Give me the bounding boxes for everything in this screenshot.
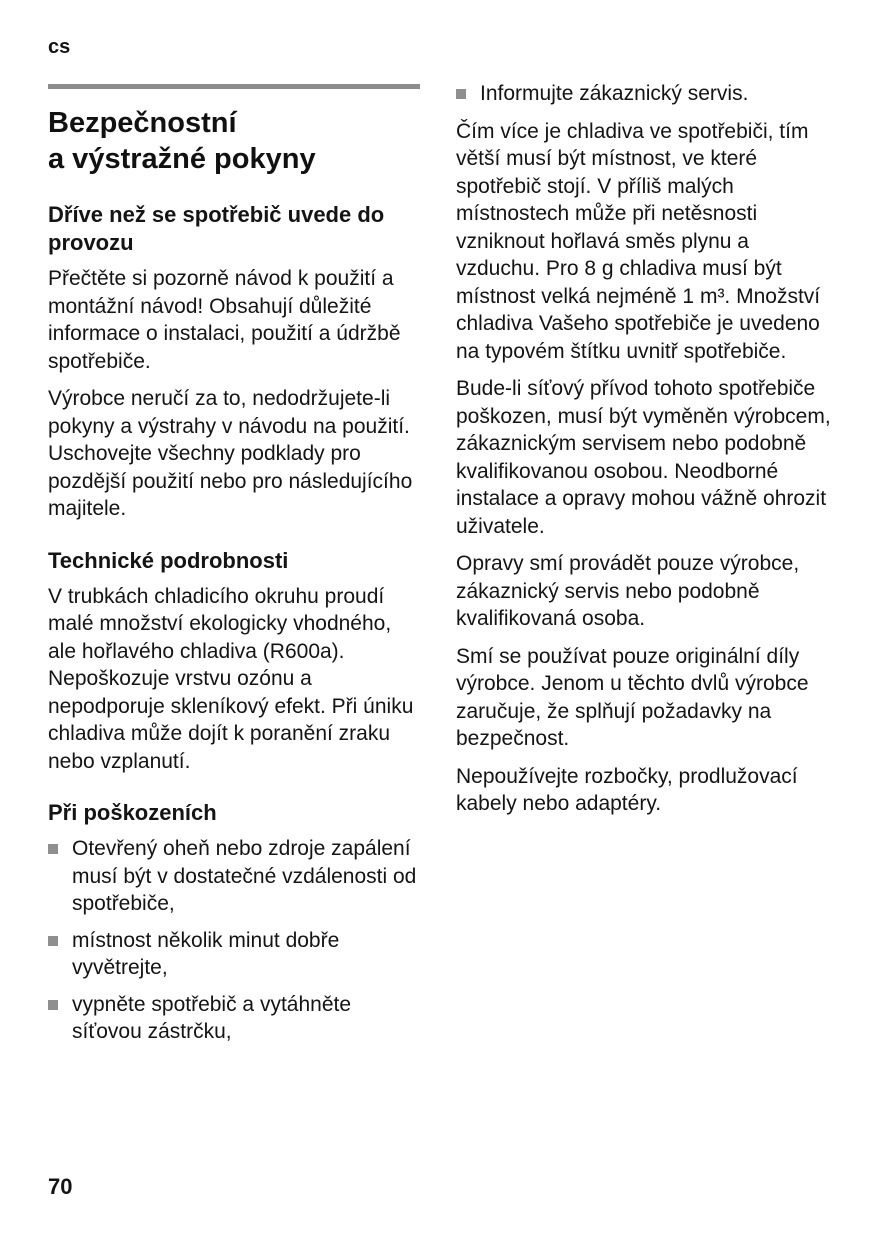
page-number: 70: [48, 1174, 73, 1199]
list-item-text: místnost několik minut dobře vyvětrejte,: [72, 928, 340, 979]
paragraph-refrigerant: V trubkách chladicího okruhu proudí malé množství ekologicky vhodného, ale hořlavého chladiva (R600a). Nepoškozuje vrstvu ozónu a nepodporuje skleníkový efekt. Při úniku chladiva může dojít k poranění zraku nebo vzplanutí.: [48, 584, 414, 773]
list-item-text: Informujte zákaznický servis.: [480, 82, 749, 105]
list-item: [456, 80, 834, 108]
square-bullet-icon: [48, 1000, 58, 1010]
page-title-line-2: a výstražné pokyny: [48, 143, 316, 175]
list-item: [48, 991, 420, 1046]
left-column: [48, 84, 420, 1056]
list-item-text: Otevřený oheň nebo zdroje zapálení musí být v dostatečné vzdálenosti od spotřebiče,: [72, 837, 417, 915]
square-bullet-icon: [48, 936, 58, 946]
paragraph-room-size: Čím více je chladiva ve spotřebiči, tím větší musí být místnost, ve které spotřebič stojí. V příliš malých místnostech může při netěsnosti vzniknout hořlavá směs plynu a vzduchu. Pro 8 g chladiva musí být místnost velká nejméně 1 m³. Množství chladiva Vašeho spotřebiče je uvedeno na typovém štítku uvnitř spotřebiče.: [456, 119, 821, 363]
title-rule: [48, 84, 420, 89]
square-bullet-icon: [48, 844, 58, 854]
heading-before-operation: Dříve než se spotřebič uvede do provozu: [48, 202, 385, 255]
paragraph-read-instructions: Přečtěte si pozorně návod k použití a montážní návod! Obsahují důležité informace o instalaci, použití a údržbě spotřebiče.: [48, 267, 401, 373]
heading-in-case-of-damage: Při poškozeních: [48, 800, 217, 825]
page-title-line-1: Bezpečnostní: [48, 107, 237, 139]
page-title: [48, 105, 420, 177]
list-item: [48, 835, 420, 918]
paragraph-repairs: Opravy smí provádět pouze výrobce, zákaznický servis nebo podobně kvalifikovaná osoba.: [456, 552, 800, 630]
square-bullet-icon: [456, 89, 466, 99]
damage-bullet-list: [48, 835, 420, 1046]
paragraph-manufacturer-liability: Výrobce neručí za to, nedodržujete-li pokyny a výstrahy v návodu na použití. Uschovejte všechny podklady pro pozdější použití nebo pro následujícího majitele.: [48, 387, 413, 520]
language-code: cs: [48, 36, 71, 58]
paragraph-no-adapters: Nepoužívejte rozbočky, prodlužovací kabely nebo adaptéry.: [456, 764, 798, 815]
list-item-text: vypněte spotřebič a vytáhněte síťovou zástrčku,: [72, 992, 352, 1043]
right-column: [456, 80, 834, 828]
damage-bullet-list-continued: [456, 80, 834, 108]
list-item: [48, 927, 420, 982]
heading-technical-details: Technické podrobnosti: [48, 547, 289, 573]
paragraph-original-parts: Smí se používat pouze originální díly výrobce. Jenom u těchto dvlů výrobce zaručuje, že splňují požadavky na bezpečnost.: [456, 644, 809, 750]
paragraph-power-cord: Bude-li síťový přívod tohoto spotřebiče poškozen, musí být vyměněn výrobcem, zákaznickým servisem nebo podobně kvalifikovanou osobou. Neodborné instalace a opravy mohou vážně ohrozit uživatele.: [456, 377, 831, 538]
